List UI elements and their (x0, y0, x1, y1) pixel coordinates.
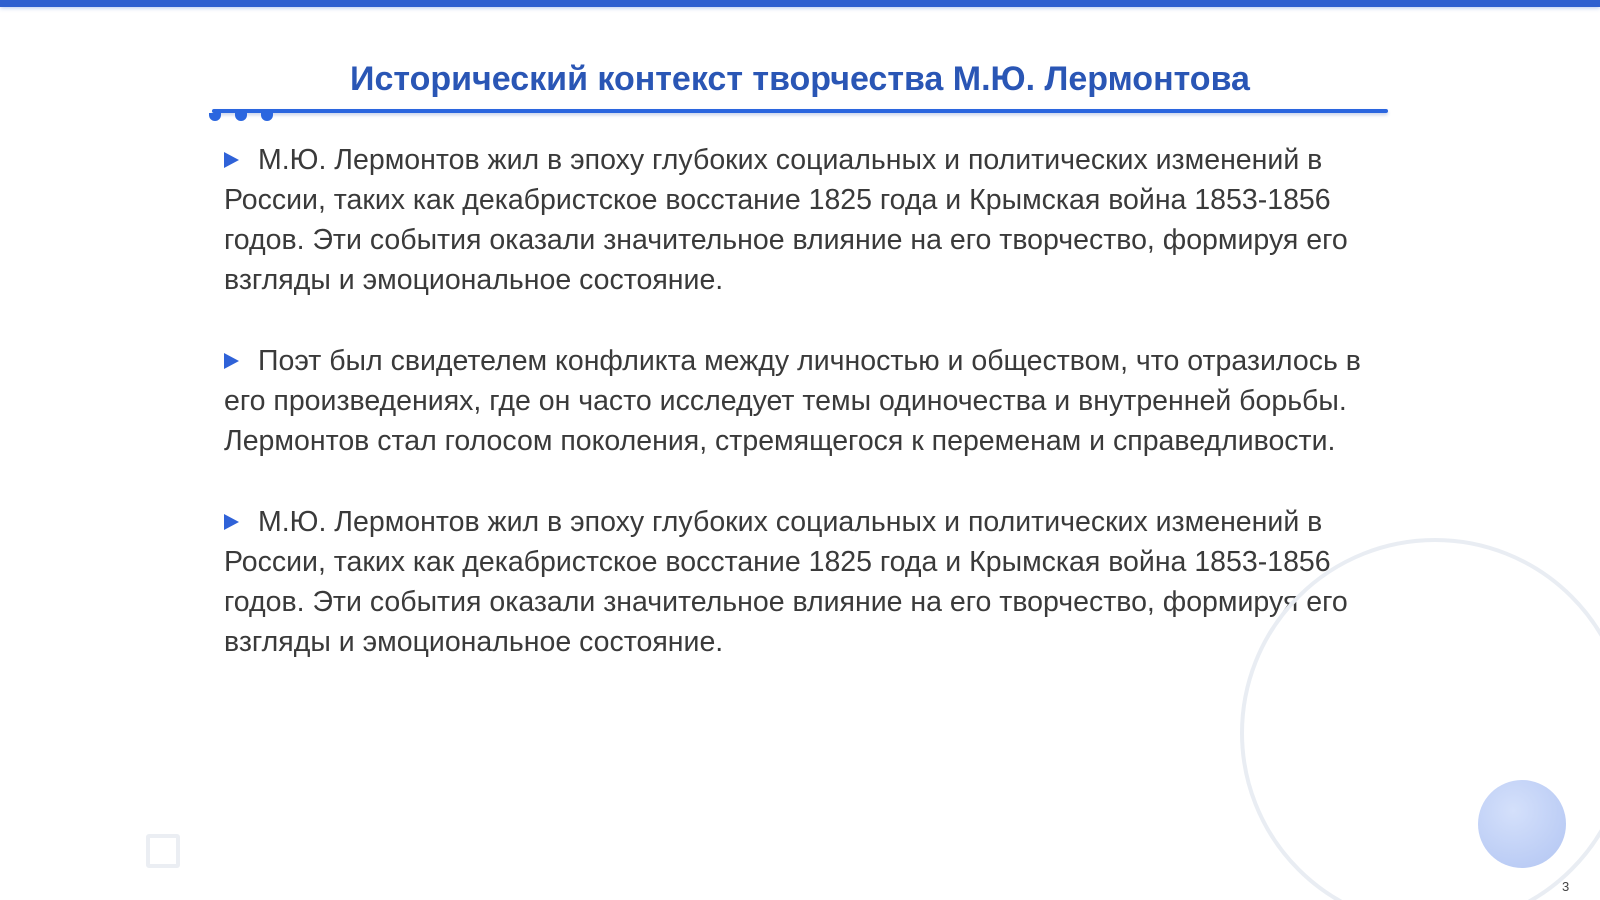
decorative-square (146, 834, 180, 868)
bullet-list (224, 140, 1364, 703)
decorative-circle (1478, 780, 1566, 868)
bullet-text: Поэт был свидетелем конфликта между личностью и обществом, что отразилось в его произведениях, где он часто исследует темы одиночества и внутренней борьбы. Лермонтов стал голосом поколения, стремящегося к переменам и справедливости. (224, 345, 1361, 457)
triangle-right-icon (224, 353, 239, 369)
top-accent-bar (0, 0, 1600, 7)
bullet-item (224, 140, 1364, 300)
bullet-text: М.Ю. Лермонтов жил в эпоху глубоких социальных и политических изменений в России, таких как декабристское восстание 1825 года и Крымская война 1853-1856 годов. Эти события оказали значительное влияние на его творчество, формируя его взгляды и эмоциональное состояние. (224, 506, 1348, 658)
page-number: 3 (1562, 879, 1570, 894)
underline-dot (235, 113, 247, 121)
underline-dot (209, 113, 221, 121)
triangle-right-icon (224, 514, 239, 530)
title-underline (212, 109, 1388, 113)
triangle-right-icon (224, 152, 239, 168)
underline-dot (261, 113, 273, 121)
slide-title: Исторический контекст творчества М.Ю. Лермонтова (350, 60, 1250, 98)
bullet-text: М.Ю. Лермонтов жил в эпоху глубоких социальных и политических изменений в России, таких как декабристское восстание 1825 года и Крымская война 1853-1856 годов. Эти события оказали значительное влияние на его творчество, формируя его взгляды и эмоциональное состояние. (224, 144, 1348, 296)
bullet-item (224, 341, 1364, 461)
bullet-item (224, 502, 1364, 662)
